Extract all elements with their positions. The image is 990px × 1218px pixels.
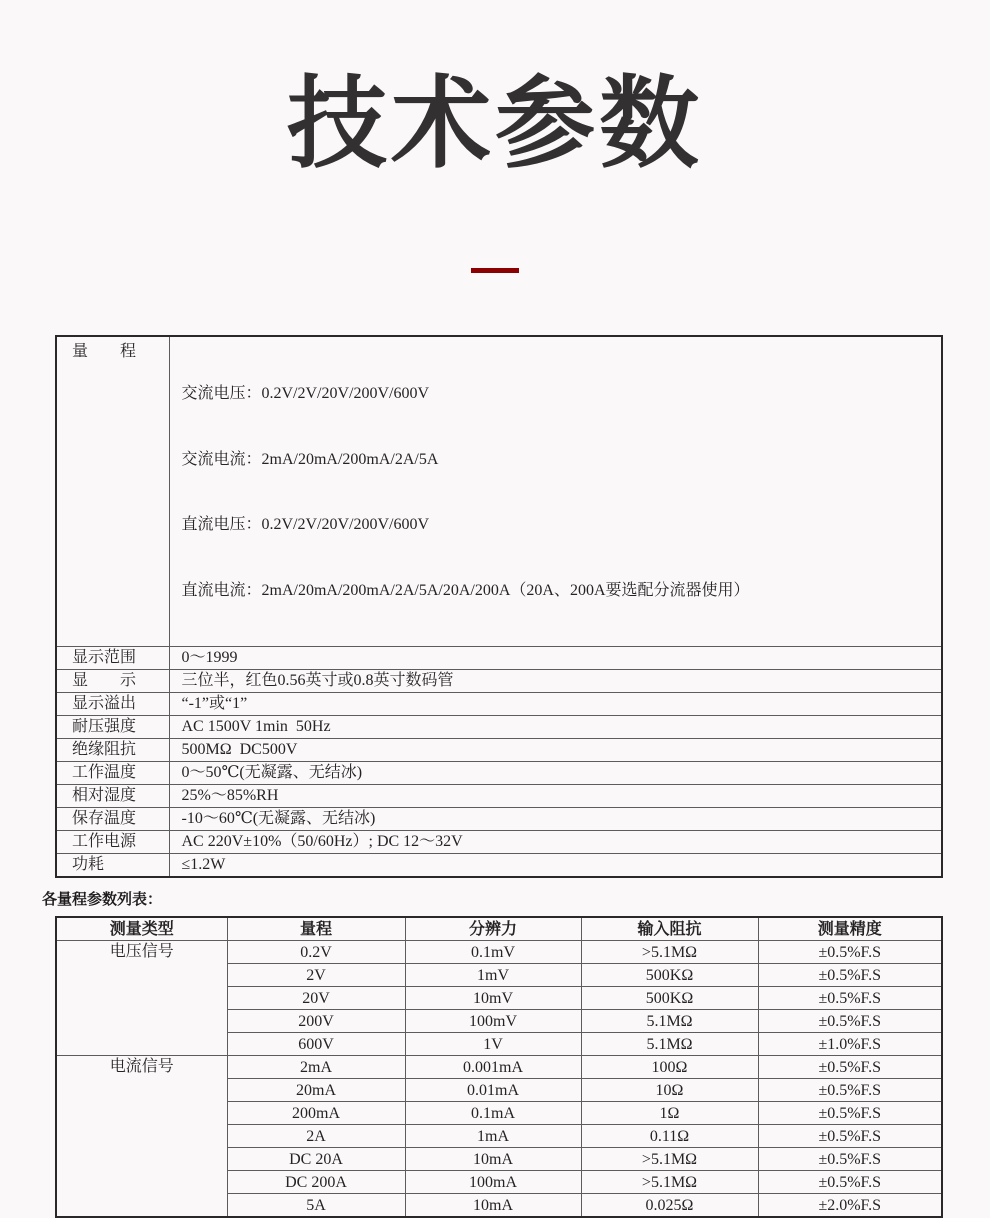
spec-sheet-page <box>0 65 990 1214</box>
spec-value: 25%～85%RH <box>169 785 942 808</box>
column-header-type: 测量类型 <box>56 917 227 941</box>
accuracy-cell: ±0.5%F.S <box>758 1171 942 1194</box>
impedance-cell: >5.1MΩ <box>581 941 758 964</box>
signal-type-cell: 电压信号 <box>56 941 227 1056</box>
accuracy-cell: ±2.0%F.S <box>758 1194 942 1218</box>
range-cell: 0.2V <box>227 941 405 964</box>
spec-value-line: 交流电压：0.2V/2V/20V/200V/600V <box>181 385 430 402</box>
table-row <box>56 854 942 878</box>
spec-label: 功耗 <box>56 854 169 878</box>
resolution-cell: 0.01mA <box>405 1079 581 1102</box>
resolution-cell: 0.1mV <box>405 941 581 964</box>
impedance-cell: 5.1MΩ <box>581 1010 758 1033</box>
column-header-resolution: 分辨力 <box>405 917 581 941</box>
accuracy-cell: ±0.5%F.S <box>758 964 942 987</box>
table-row <box>56 739 942 762</box>
range-cell: DC 20A <box>227 1148 405 1171</box>
spec-label: 耐压强度 <box>56 716 169 739</box>
resolution-cell: 10mV <box>405 987 581 1010</box>
table-header-row <box>56 917 942 941</box>
title-accent-divider <box>471 268 519 273</box>
impedance-cell: 10Ω <box>581 1079 758 1102</box>
accuracy-cell: ±0.5%F.S <box>758 1079 942 1102</box>
spec-value: “-1”或“1” <box>169 693 942 716</box>
spec-value <box>169 336 942 647</box>
table-row <box>56 785 942 808</box>
signal-type-cell: 电流信号 <box>56 1056 227 1218</box>
range-cell: 2A <box>227 1125 405 1148</box>
table-row <box>56 941 942 964</box>
spec-label: 显 示 <box>56 670 169 693</box>
impedance-cell: 0.11Ω <box>581 1125 758 1148</box>
spec-value-line: 直流电流：2mA/20mA/200mA/2A/5A/20A/200A（20A、200A要选配分流器使用） <box>181 581 750 599</box>
range-cell: 200V <box>227 1010 405 1033</box>
spec-label: 量 程 <box>56 336 169 647</box>
range-cell: DC 200A <box>227 1171 405 1194</box>
column-header-impedance: 输入阻抗 <box>581 917 758 941</box>
accuracy-cell: ±0.5%F.S <box>758 1125 942 1148</box>
spec-value: AC 220V±10%（50/60Hz）; DC 12～32V <box>169 831 942 854</box>
resolution-cell: 1V <box>405 1033 581 1056</box>
impedance-cell: 500KΩ <box>581 987 758 1010</box>
resolution-cell: 100mV <box>405 1010 581 1033</box>
impedance-cell: 500KΩ <box>581 964 758 987</box>
resolution-cell: 1mV <box>405 964 581 987</box>
column-header-accuracy: 测量精度 <box>758 917 942 941</box>
resolution-cell: 100mA <box>405 1171 581 1194</box>
range-cell: 200mA <box>227 1102 405 1125</box>
accuracy-cell: ±0.5%F.S <box>758 1056 942 1079</box>
accuracy-cell: ±1.0%F.S <box>758 1033 942 1056</box>
range-cell: 600V <box>227 1033 405 1056</box>
spec-value: 0～50℃(无凝露、无结冰) <box>169 762 942 785</box>
spec-value: 三位半，红色0.56英寸或0.8英寸数码管 <box>169 670 942 693</box>
resolution-cell: 10mA <box>405 1194 581 1218</box>
impedance-cell: 1Ω <box>581 1102 758 1125</box>
impedance-cell: 0.025Ω <box>581 1194 758 1218</box>
range-cell: 20V <box>227 987 405 1010</box>
resolution-cell: 1mA <box>405 1125 581 1148</box>
range-cell: 2V <box>227 964 405 987</box>
table-row <box>56 831 942 854</box>
spec-value: AC 1500V 1min 50Hz <box>169 716 942 739</box>
spec-label: 绝缘阻抗 <box>56 739 169 762</box>
accuracy-cell: ±0.5%F.S <box>758 1148 942 1171</box>
spec-value-line: 直流电压：0.2V/2V/20V/200V/600V <box>181 516 430 533</box>
spec-value-line: 交流电流：2mA/20mA/200mA/2A/5A <box>181 450 439 468</box>
accuracy-cell: ±0.5%F.S <box>758 987 942 1010</box>
spec-label: 保存温度 <box>56 808 169 831</box>
impedance-cell: >5.1MΩ <box>581 1148 758 1171</box>
table-row <box>56 336 942 647</box>
accuracy-cell: ±0.5%F.S <box>758 1102 942 1125</box>
accuracy-cell: ±0.5%F.S <box>758 941 942 964</box>
column-header-range: 量程 <box>227 917 405 941</box>
table-row <box>56 1056 942 1079</box>
spec-value: ≤1.2W <box>169 854 942 878</box>
resolution-cell: 10mA <box>405 1148 581 1171</box>
spec-label: 工作温度 <box>56 762 169 785</box>
table-row <box>56 693 942 716</box>
spec-value: 500MΩ DC500V <box>169 739 942 762</box>
range-parameters-table <box>55 916 943 1218</box>
range-cell: 2mA <box>227 1056 405 1079</box>
table-row <box>56 670 942 693</box>
spec-value: -10～60℃(无凝露、无结冰) <box>169 808 942 831</box>
table-row <box>56 647 942 670</box>
range-cell: 20mA <box>227 1079 405 1102</box>
spec-label: 显示溢出 <box>56 693 169 716</box>
spec-label: 显示范围 <box>56 647 169 670</box>
range-table-caption: 各量程参数列表： <box>42 892 163 908</box>
impedance-cell: >5.1MΩ <box>581 1171 758 1194</box>
spec-label: 相对湿度 <box>56 785 169 808</box>
accuracy-cell: ±0.5%F.S <box>758 1010 942 1033</box>
table-row <box>56 716 942 739</box>
table-row <box>56 762 942 785</box>
range-cell: 5A <box>227 1194 405 1218</box>
resolution-cell: 0.001mA <box>405 1056 581 1079</box>
impedance-cell: 100Ω <box>581 1056 758 1079</box>
resolution-cell: 0.1mA <box>405 1102 581 1125</box>
table-row <box>56 808 942 831</box>
general-spec-table <box>55 335 943 878</box>
impedance-cell: 5.1MΩ <box>581 1033 758 1056</box>
page-title: 技术参数 <box>287 65 703 182</box>
spec-value: 0～1999 <box>169 647 942 670</box>
spec-label: 工作电源 <box>56 831 169 854</box>
